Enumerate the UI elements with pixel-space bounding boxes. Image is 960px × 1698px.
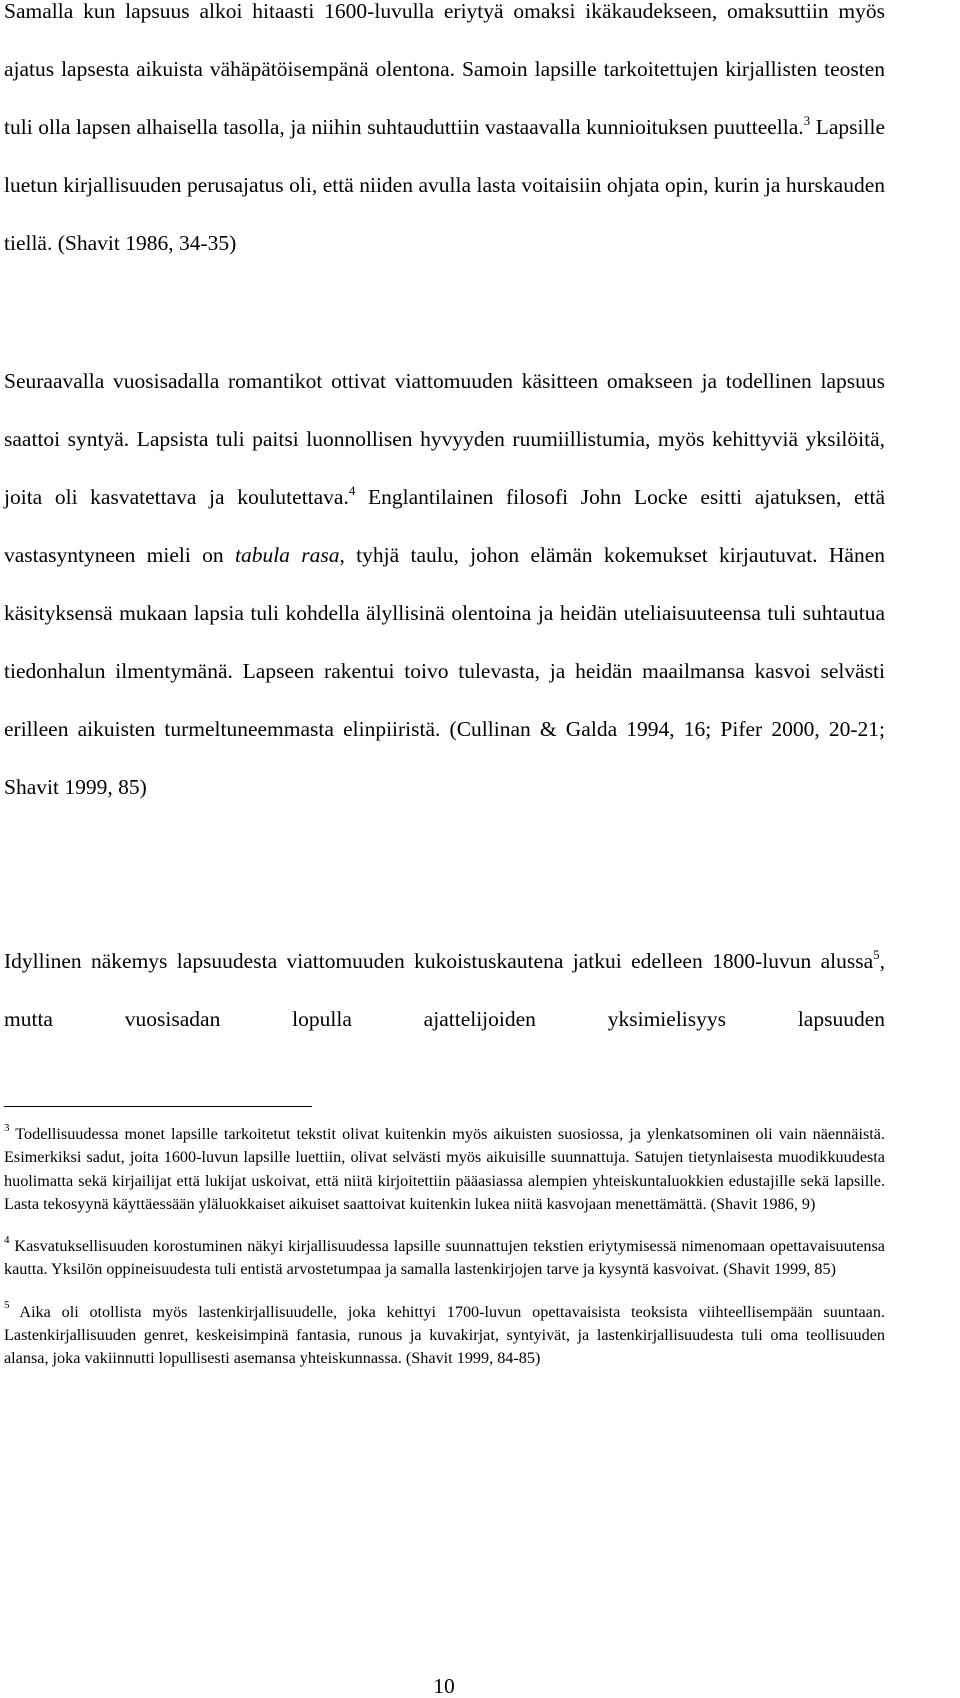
paragraph-2-text-c: , tyhjä taulu, johon elämän kokemukset kirjautuvat. Hänen käsityksensä mukaan lapsia tuli kohdella älyllisinä olentoina ja heidän uteliaisuuteensa tuli suhtautua tiedonhalun ilmentymänä. Lapseen rakentui toivo tulevasta, ja heidän maailmansa kasvoi selvästi erilleen aikuisten turmeltuneemmasta elinpiiristä. (Cullinan & Galda 1994, 16; Pifer 2000, 20-21; Shavit 1999, 85) [4, 543, 885, 799]
body-paragraph-1 [4, 0, 885, 272]
body-paragraph-2 [4, 352, 885, 816]
footnote-number: 4 [4, 1233, 10, 1246]
footnotes [4, 1123, 885, 1371]
latin-term: tabula rasa [234, 543, 340, 567]
footnote-4 [4, 1235, 885, 1282]
footnote-text: Todellisuudessa monet lapsille tarkoitetut tekstit olivat kuitenkin myös aikuisten suosiossa, ja ylenkatsominen oli vain näennäistä. Esimerkiksi sadut, joita 1600-luvun lapsille luettiin, olivat selvästi myös aikuisille suunnattuja. Satujen tietynlaisesta muodikkuudesta huolimatta sekä kirjailijat että lukijat uskoivat, että niitä kirjoitettiin pääasiassa alempien yhteiskuntaluokkien edustajille sekä lapsille. Lasta tekosyynä käyttäessään yläluokkaiset aikuiset saattoivat kuitenkin lukea niitä kasvojaan menettämättä. (Shavit 1986, 9) [4, 1125, 885, 1213]
footnote-ref-5[interactable]: 5 [873, 946, 880, 962]
footnote-ref-3[interactable]: 3 [803, 112, 811, 128]
page-number: 10 [433, 1674, 455, 1698]
paragraph-1-text-a: Samalla kun lapsuus alkoi hitaasti 1600-luvulla eriytyä omaksi ikäkaudekseen, omaksuttiin myös ajatus lapsesta aikuista vähäpätöisempänä olentona. Samoin lapsille tarkoitettujen kirjallisten teosten tuli olla lapsen alhaisella tasolla, ja niihin suhtauduttiin vastaavalla kunnioituksen puutteella. [4, 0, 885, 139]
footnote-5 [4, 1301, 885, 1371]
footnote-text: Kasvatuksellisuuden korostuminen näkyi kirjallisuudessa lapsille suunnattujen tekstien eriytymisessä nimenomaan opettavaisuutensa kautta. Yksilön oppineisuudesta tuli entistä arvostetumpaa ja samalla lastenkirjojen tarve ja kysyntä kasvoivat. (Shavit 1999, 85) [4, 1237, 885, 1279]
body-paragraph-3 [4, 932, 885, 1048]
footnote-separator [4, 1106, 312, 1107]
paragraph-1-text-b: Lapsille luetun kirjallisuuden perusajatus oli, että niiden avulla lasta voitaisiin ohjata opin, kurin ja hurskauden tiellä. (Shavit 1986, 34-35) [4, 115, 885, 255]
footnote-text: Aika oli otollista myös lastenkirjallisuudelle, joka kehittyi 1700-luvun opettavaisista teoksista viihteellisempään suuntaan. Lastenkirjallisuuden genret, keskeisimpinä fantasia, runous ja kuvakirjat, syntyivät, ja lastenkirjallisuudesta tuli oma teollisuuden alansa, joka vakiinnutti lopullisesti asemansa yhteiskunnassa. (Shavit 1999, 84-85) [4, 1302, 885, 1368]
footnote-number: 3 [4, 1121, 10, 1134]
paragraph-3-text-a: Idyllinen näkemys lapsuudesta viattomuuden kukoistuskautena jatkui edelleen 1800-luvun alussa [4, 949, 874, 973]
paragraph-2-text-b: Englantilainen filosofi John Locke esitti ajatuksen, että vastasyntyneen mieli on [4, 485, 885, 567]
paragraph-2-text-a: Seuraavalla vuosisadalla romantikot ottivat viattomuuden käsitteen omakseen ja todellinen lapsuus saattoi syntyä. Lapsista tuli paitsi luonnollisen hyvyyden ruumiillistumia, myös kehittyviä yksilöitä, joita oli kasvatettava ja koulutettava. [4, 369, 885, 509]
footnote-3 [4, 1123, 885, 1216]
footnote-ref-4[interactable]: 4 [348, 482, 356, 498]
paragraph-3-text-b: , mutta vuosisadan lopulla ajattelijoiden yksimielisyys lapsuuden [4, 949, 885, 1031]
footnote-number: 5 [4, 1299, 10, 1312]
